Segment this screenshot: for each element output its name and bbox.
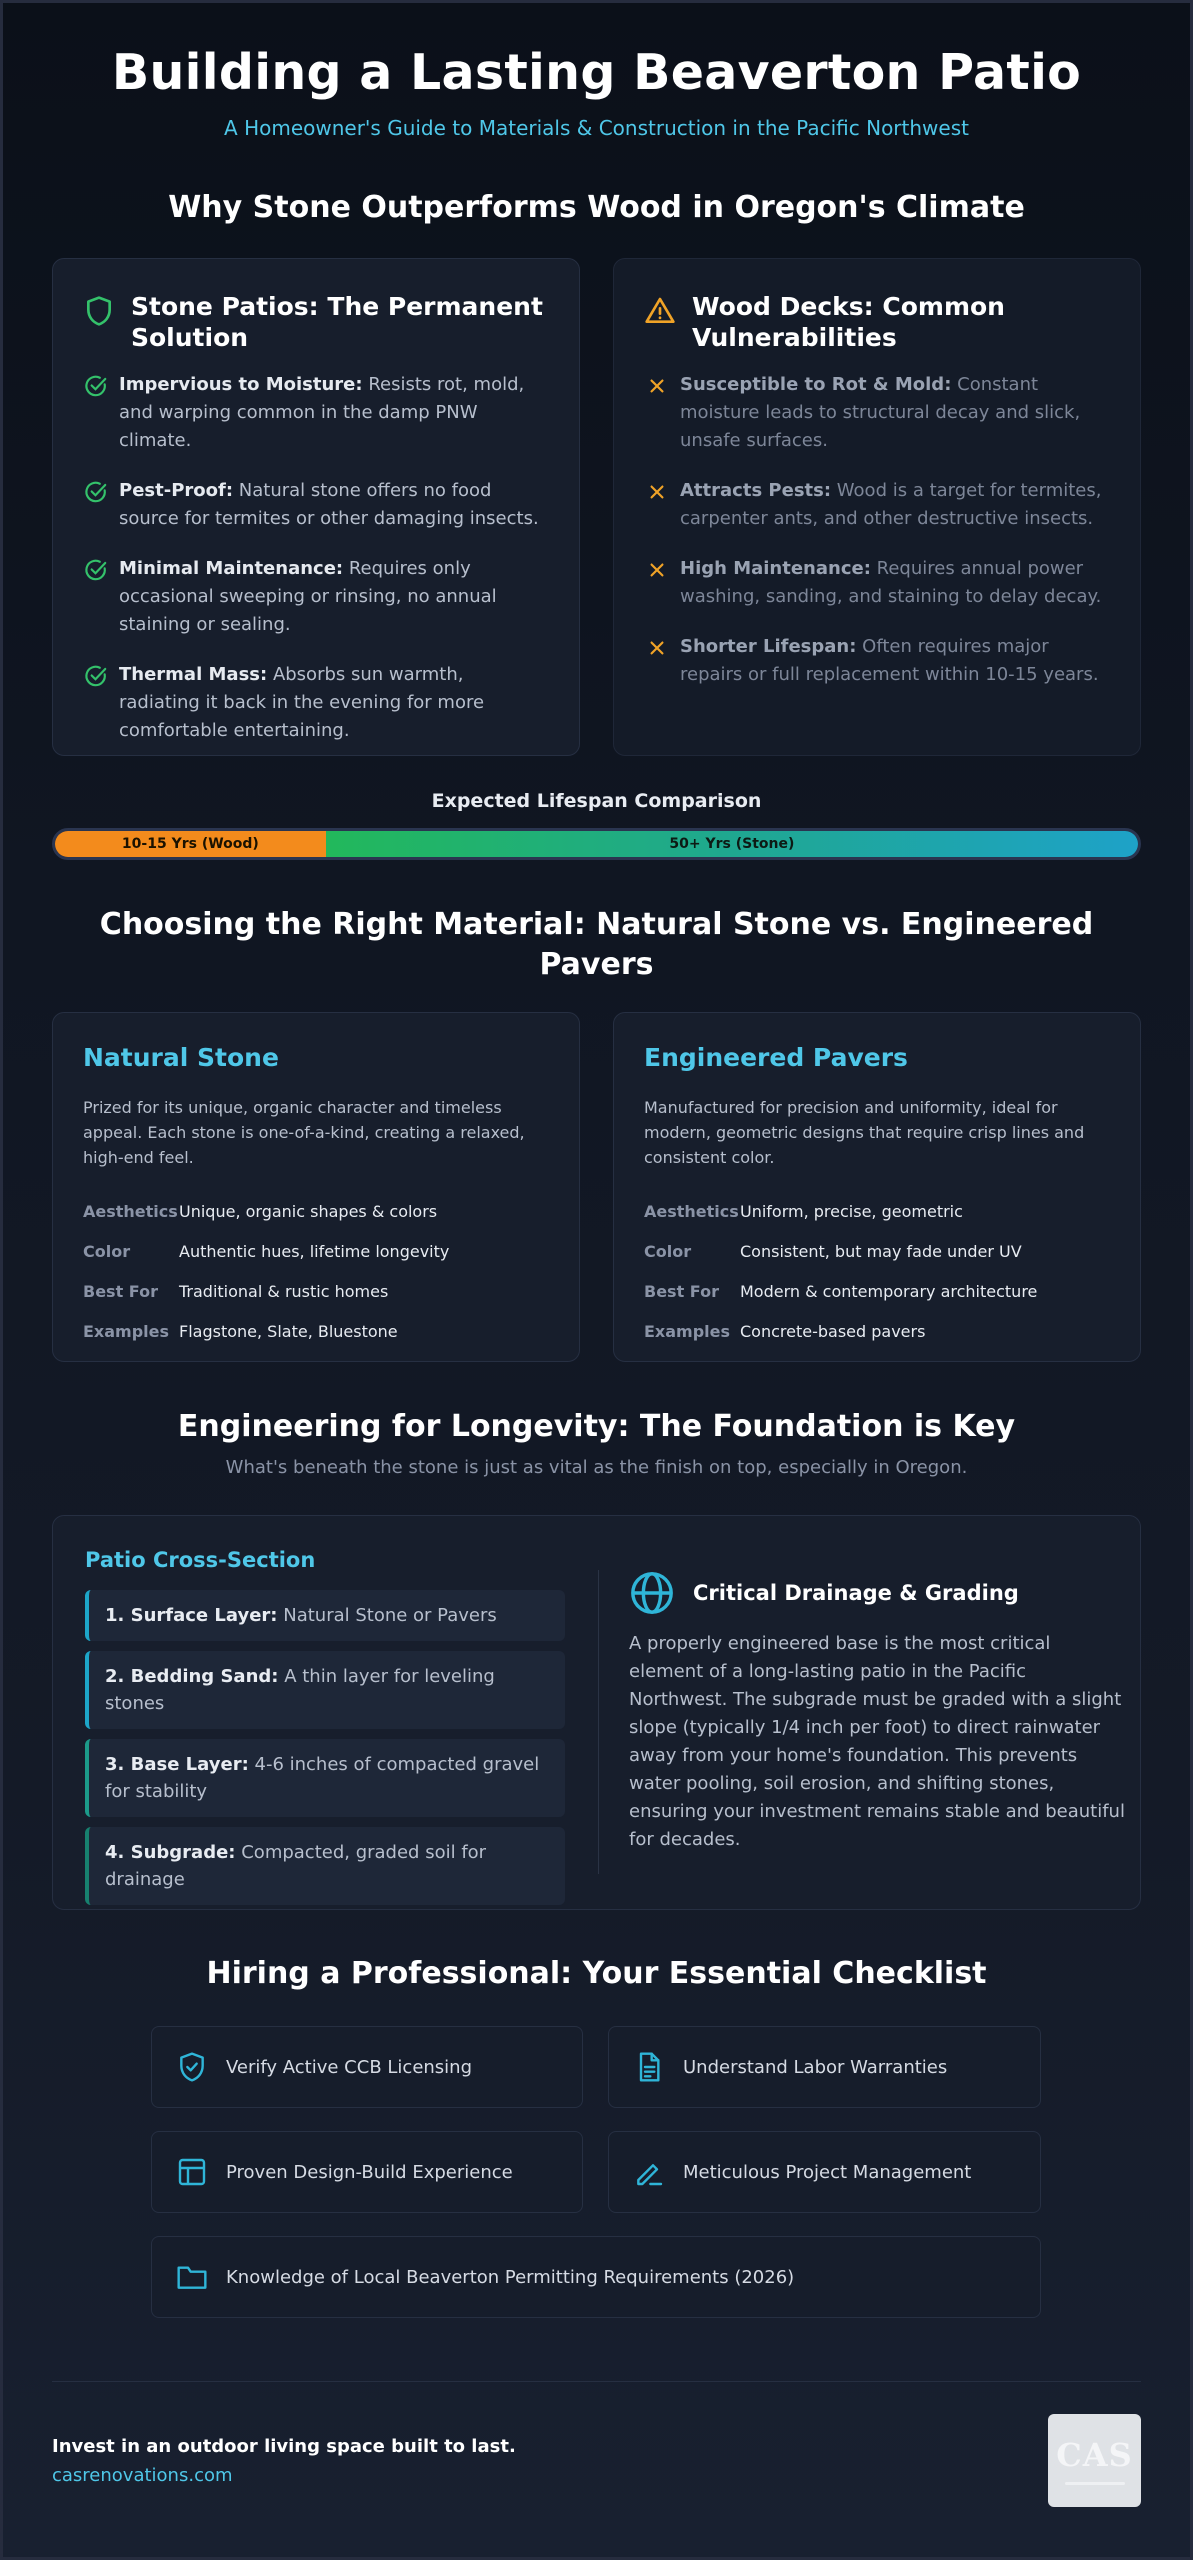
list-item: [644, 477, 1110, 533]
x-mark-icon: [644, 373, 670, 399]
spec-value: Concrete-based pavers: [740, 1321, 926, 1341]
foundation-card: [52, 1515, 1141, 1910]
benefit-label: Minimal Maintenance:: [119, 558, 344, 579]
list-item: [83, 661, 549, 745]
footer-tagline: Invest in an outdoor living space built to last.: [52, 2436, 516, 2457]
material-description: Manufactured for precision and uniformity, ideal for modern, geometric designs that require crisp lines and consistent color.: [644, 1098, 1085, 1167]
website-link[interactable]: casrenovations.com: [52, 2465, 233, 2486]
lifespan-wood-segment: 10-15 Yrs (Wood): [55, 831, 326, 857]
material-name: Engineered Pavers: [644, 1043, 908, 1072]
footer-divider: [52, 2381, 1141, 2382]
benefit-label: Thermal Mass:: [119, 664, 268, 685]
spec-value: Unique, organic shapes & colors: [179, 1201, 438, 1221]
check-circle-icon: [83, 663, 109, 689]
divider: [598, 1570, 599, 1874]
stone-card-heading: Stone Patios: The Permanent Solution: [131, 292, 543, 352]
drawback-label: Susceptible to Rot & Mold:: [680, 374, 952, 395]
spec-key: Color: [644, 1241, 692, 1261]
wood-card: [613, 258, 1141, 756]
material-spec-table: [644, 1191, 1037, 1351]
checklist-item: [151, 2026, 583, 2108]
benefit-label: Pest-Proof:: [119, 480, 234, 501]
spec-key: Aesthetics: [83, 1201, 178, 1221]
spec-key: Examples: [644, 1321, 731, 1341]
check-circle-icon: [83, 373, 109, 399]
spec-key: Best For: [83, 1281, 158, 1301]
checklist-item: [608, 2026, 1041, 2108]
layer-bedding-sand: 2. Bedding Sand: A thin layer for leveling stones: [85, 1651, 565, 1729]
checklist-item: [608, 2131, 1041, 2213]
spec-value: Uniform, precise, geometric: [740, 1201, 963, 1221]
layout-icon: [176, 2156, 208, 2188]
engineered-pavers-card: [613, 1012, 1141, 1362]
x-mark-icon: [644, 635, 670, 661]
benefit-text: Absorbs sun warmth, radiating it back in the evening for more comfortable entertaining.: [119, 664, 485, 741]
section-title-checklist: Hiring a Professional: Your Essential Checklist: [206, 1956, 987, 1991]
table-row: [83, 1191, 449, 1231]
checklist-text: Knowledge of Local Beaverton Permitting Requirements (2026): [226, 2266, 795, 2288]
shield-check-icon: [176, 2051, 208, 2083]
spec-value: Modern & contemporary architecture: [740, 1281, 1038, 1301]
check-circle-icon: [83, 557, 109, 583]
warning-icon: [644, 295, 676, 327]
spec-value: Traditional & rustic homes: [179, 1281, 389, 1301]
page-title: Building a Lasting Beaverton Patio: [111, 44, 1082, 101]
benefit-text: Requires only occasional sweeping or rinsing, no annual staining or sealing.: [119, 558, 497, 635]
table-row: [644, 1311, 1037, 1351]
list-item: [83, 371, 549, 455]
cross-section-layers: [85, 1590, 565, 1915]
table-row: [644, 1191, 1037, 1231]
document-icon: [633, 2051, 665, 2083]
drawback-label: High Maintenance:: [680, 558, 871, 579]
list-item: [644, 633, 1110, 689]
benefit-text: Resists rot, mold, and warping common in the damp PNW climate.: [119, 374, 525, 451]
layer-surface: 1. Surface Layer: Natural Stone or Pavers: [85, 1590, 565, 1641]
stone-benefit-list: [83, 371, 549, 767]
benefit-text: Natural stone offers no food source for termites or other damaging insects.: [119, 480, 539, 529]
spec-key: Examples: [83, 1321, 170, 1341]
page-subtitle: A Homeowner's Guide to Materials & Construction in the Pacific Northwest: [224, 116, 969, 140]
spec-key: Aesthetics: [644, 1201, 739, 1221]
logo-fine-print: [1065, 2482, 1125, 2485]
spec-key: Color: [83, 1241, 131, 1261]
layer-base: 3. Base Layer: 4-6 inches of compacted gravel for stability: [85, 1739, 565, 1817]
material-name: Natural Stone: [83, 1043, 279, 1072]
table-row: [83, 1311, 449, 1351]
checklist-text: Verify Active CCB Licensing: [226, 2056, 473, 2078]
check-circle-icon: [83, 479, 109, 505]
spec-key: Best For: [644, 1281, 719, 1301]
table-row: [644, 1271, 1037, 1311]
wood-card-heading: Wood Decks: Common Vulnerabilities: [692, 292, 1005, 352]
logo-monogram: CAS: [1056, 2436, 1133, 2474]
x-mark-icon: [644, 557, 670, 583]
shield-icon: [83, 295, 115, 327]
table-row: [644, 1231, 1037, 1271]
layer-subgrade: 4. Subgrade: Compacted, graded soil for drainage: [85, 1827, 565, 1905]
list-item: [83, 477, 549, 533]
spec-value: Authentic hues, lifetime longevity: [179, 1241, 450, 1261]
lifespan-stone-segment: 50+ Yrs (Stone): [326, 831, 1138, 857]
list-item: [644, 555, 1110, 611]
section-subtitle-foundation: What's beneath the stone is just as vital as the finish on top, especially in Oregon.: [225, 1457, 968, 1478]
wood-drawback-list: [644, 371, 1110, 711]
pen-icon: [633, 2156, 665, 2188]
material-spec-table: [83, 1191, 449, 1351]
checklist-item: [151, 2131, 583, 2213]
spec-value: Consistent, but may fade under UV: [740, 1241, 1022, 1261]
drawback-text: Constant moisture leads to structural decay and slick, unsafe surfaces.: [680, 374, 1081, 451]
drawback-text: Requires annual power washing, sanding, and staining to delay decay.: [680, 558, 1102, 607]
company-logo: [1048, 2414, 1141, 2507]
drainage-text: A properly engineered base is the most critical element of a long-lasting patio in the Pacific Northwest. The subgrade must be graded with a slight slope (typically 1/4 inch per foot) to direct rainwater away from your home's foundation. This prevents water pooling, soil erosion, and shifting stones, ensuring your investment remains stable and beautiful for decades.: [629, 1633, 1125, 1850]
folder-icon: [176, 2261, 208, 2293]
section-title-foundation: Engineering for Longevity: The Foundation is Key: [177, 1409, 1016, 1444]
stone-card: [52, 258, 580, 756]
drainage-heading: [629, 1570, 1019, 1616]
table-row: [83, 1271, 449, 1311]
section-title-materials: Choosing the Right Material: Natural Stone vs. Engineered Pavers: [99, 907, 1094, 982]
table-row: [83, 1231, 449, 1271]
lifespan-bar: [52, 828, 1141, 860]
list-item: [83, 555, 549, 639]
drawback-label: Shorter Lifespan:: [680, 636, 857, 657]
section-title-why: Why Stone Outperforms Wood in Oregon's Climate: [168, 190, 1025, 225]
checklist-text: Proven Design-Build Experience: [226, 2161, 513, 2183]
drawback-text: Wood is a target for termites, carpenter ants, and other destructive insects.: [680, 480, 1102, 529]
globe-icon: [629, 1570, 675, 1616]
drawback-label: Attracts Pests:: [680, 480, 832, 501]
benefit-label: Impervious to Moisture:: [119, 374, 363, 395]
x-mark-icon: [644, 479, 670, 505]
cross-section-title: Patio Cross-Section: [85, 1548, 316, 1572]
checklist-item: [151, 2236, 1041, 2318]
lifespan-title: Expected Lifespan Comparison: [431, 790, 762, 812]
checklist-text: Understand Labor Warranties: [683, 2056, 948, 2078]
material-description: Prized for its unique, organic character and timeless appeal. Each stone is one-of-a-kind, creating a relaxed, high-end feel.: [83, 1098, 525, 1167]
drawback-text: Often requires major repairs or full replacement within 10-15 years.: [680, 636, 1099, 685]
spec-value: Flagstone, Slate, Bluestone: [179, 1321, 398, 1341]
list-item: [644, 371, 1110, 455]
checklist-text: Meticulous Project Management: [683, 2161, 972, 2183]
natural-stone-card: [52, 1012, 580, 1362]
drainage-title: Critical Drainage & Grading: [693, 1581, 1019, 1605]
